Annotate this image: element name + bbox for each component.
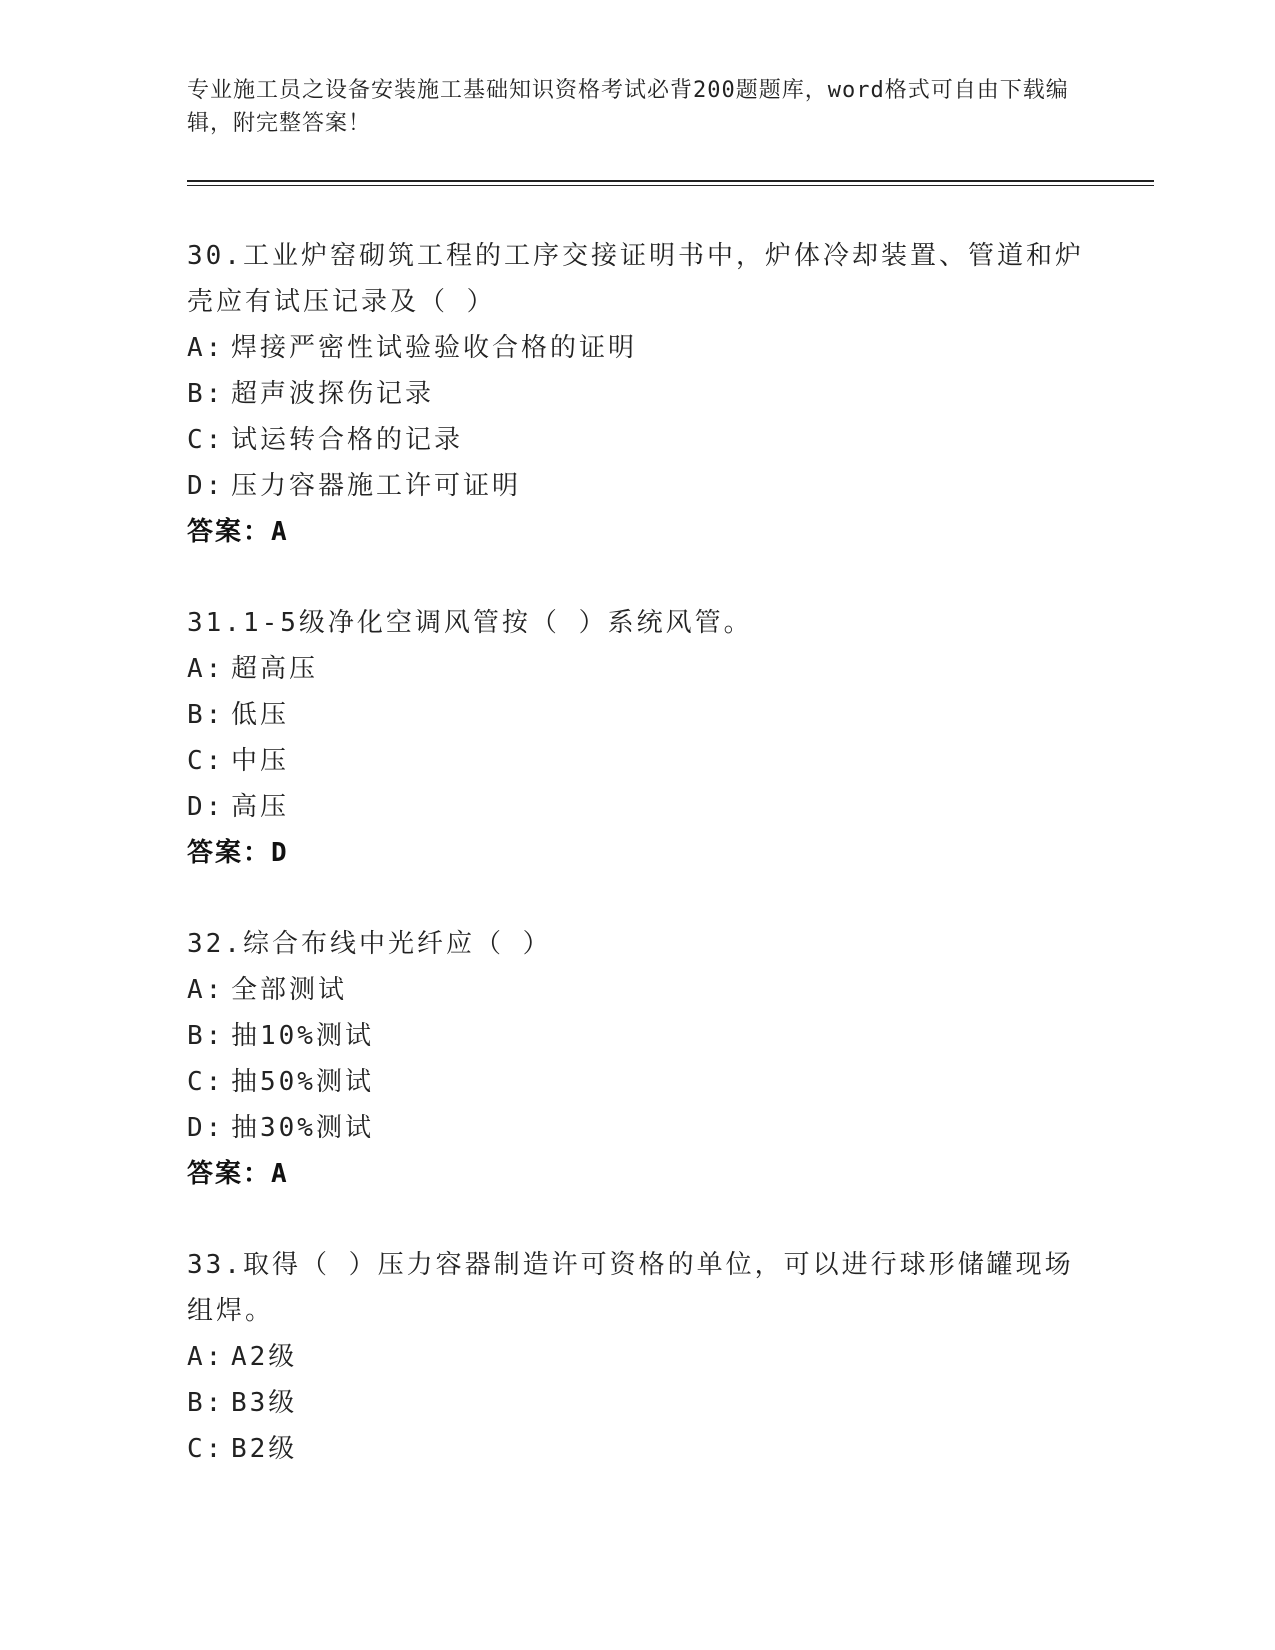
option-letter: D:	[187, 1113, 225, 1143]
option-text: B3级	[231, 1388, 298, 1418]
option-letter: D:	[187, 792, 225, 822]
option-b	[187, 692, 1087, 738]
option-text: 抽10%测试	[231, 1021, 374, 1051]
answer-line: 答案：A	[187, 1159, 289, 1189]
question-31	[187, 600, 1087, 876]
option-letter: A:	[187, 654, 225, 684]
option-c	[187, 1426, 1087, 1472]
option-letter: C:	[187, 1067, 225, 1097]
option-text: 试运转合格的记录	[231, 425, 464, 455]
option-text: 抽50%测试	[231, 1067, 374, 1097]
question-stem: 33.取得（ ）压力容器制造许可资格的单位，可以进行球形储罐现场组焊。	[187, 1250, 1074, 1326]
option-letter: D:	[187, 471, 225, 501]
option-a	[187, 325, 1087, 371]
option-b	[187, 371, 1087, 417]
question-stem: 31.1-5级净化空调风管按（ ）系统风管。	[187, 608, 753, 638]
question-32	[187, 921, 1087, 1197]
option-letter: B:	[187, 700, 225, 730]
answer-line: 答案：D	[187, 838, 289, 868]
option-c	[187, 738, 1087, 784]
question-list	[187, 233, 1087, 1517]
option-letter: B:	[187, 1021, 225, 1051]
option-b	[187, 1013, 1087, 1059]
option-letter: B:	[187, 1388, 225, 1418]
option-a	[187, 646, 1087, 692]
question-stem: 32.综合布线中光纤应（ ）	[187, 929, 552, 959]
option-text: 超声波探伤记录	[231, 379, 435, 409]
option-c	[187, 417, 1087, 463]
option-letter: A:	[187, 333, 225, 363]
option-text: B2级	[231, 1434, 298, 1464]
option-d	[187, 463, 1087, 509]
option-a	[187, 967, 1087, 1013]
header-divider-thin	[187, 185, 1154, 186]
option-letter: A:	[187, 1342, 225, 1372]
option-text: 焊接严密性试验验收合格的证明	[231, 333, 638, 363]
document-header: 专业施工员之设备安装施工基础知识资格考试必背200题题库，word格式可自由下载编辑，附完整答案！	[187, 78, 1069, 136]
option-text: 超高压	[231, 654, 319, 684]
header-divider-thick	[187, 180, 1154, 182]
option-a	[187, 1334, 1087, 1380]
option-text: 全部测试	[231, 975, 348, 1005]
option-d	[187, 784, 1087, 830]
option-letter: C:	[187, 1434, 225, 1464]
question-33	[187, 1242, 1087, 1472]
option-letter: B:	[187, 379, 225, 409]
option-text: 中压	[231, 746, 290, 776]
question-30	[187, 233, 1087, 555]
option-text: 压力容器施工许可证明	[231, 471, 522, 501]
option-b	[187, 1380, 1087, 1426]
option-d	[187, 1105, 1087, 1151]
option-text: 抽30%测试	[231, 1113, 374, 1143]
option-text: A2级	[231, 1342, 298, 1372]
answer-line: 答案：A	[187, 517, 289, 547]
question-stem: 30.工业炉窑砌筑工程的工序交接证明书中，炉体冷却装置、管道和炉壳应有试压记录及（ ）	[187, 241, 1084, 317]
option-letter: A:	[187, 975, 225, 1005]
option-letter: C:	[187, 425, 225, 455]
option-text: 低压	[231, 700, 290, 730]
option-c	[187, 1059, 1087, 1105]
option-letter: C:	[187, 746, 225, 776]
option-text: 高压	[231, 792, 290, 822]
